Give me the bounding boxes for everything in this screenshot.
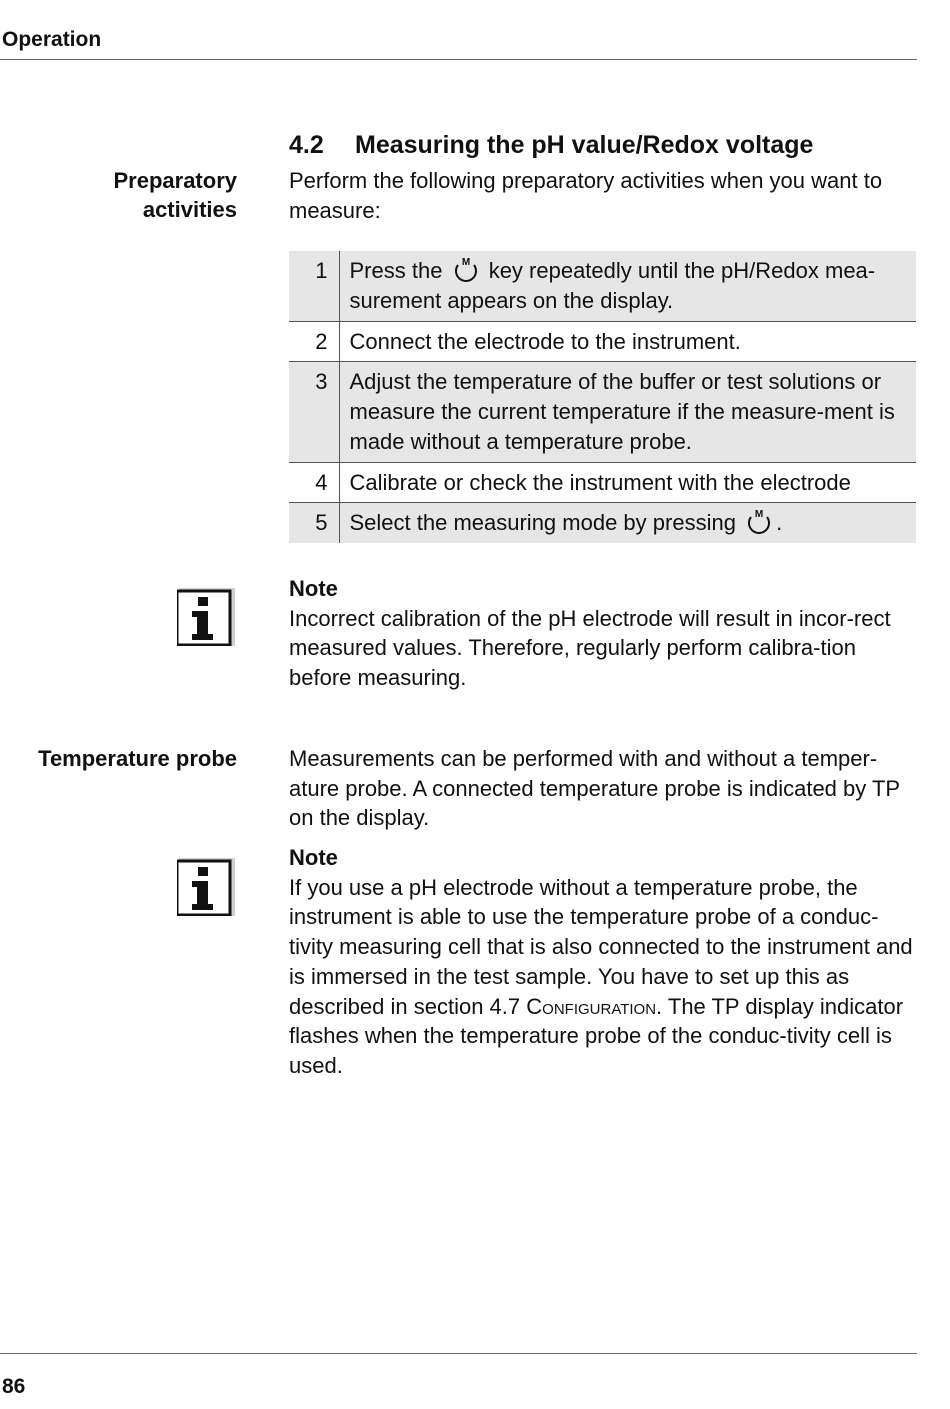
preparatory-activities-label: Preparatory activities (113, 168, 237, 222)
table-row (289, 321, 916, 362)
note-heading: Note (289, 576, 338, 601)
table-row (289, 251, 916, 321)
step-number: 3 (289, 362, 339, 462)
note-text: Incorrect calibration of the pH electrode will result in incor-rect measured values. Therefore, regularly perform calibra-tion before measuring. (289, 605, 891, 691)
svg-text:M: M (461, 257, 470, 268)
step-text: Adjust the temperature of the buffer or test solutions or measure the current temperature if the measure-ment is made without a temperature probe. (339, 362, 916, 462)
steps-table (289, 251, 916, 543)
table-row (289, 362, 916, 462)
mode-key-icon (449, 256, 483, 286)
section-number: 4.2 (289, 131, 324, 159)
note-heading: Note (289, 845, 338, 870)
note-text: If you use a pH electrode without a temperature probe, the instrument is able to use the temperature probe of a conduc-tivity measuring cell that is also connected to the instrument and is immersed in the test sample. You have to set up this as described in section 4.7 Configuration. The TP display indicator flashes when the temperature probe of the conduc-tivity cell is used. (289, 874, 913, 1078)
header-rule (0, 59, 917, 60)
step-text: Connect the electrode to the instrument. (339, 321, 916, 362)
running-header: Operation (2, 28, 102, 51)
section-reference: Configuration (526, 993, 657, 1019)
step-text: Press the M key repeatedly until the pH/Redox mea-surement appears on the display. (339, 251, 916, 321)
table-row (289, 462, 916, 503)
section-title: Measuring the pH value/Redox voltage (355, 131, 814, 159)
step-number: 4 (289, 462, 339, 503)
preparatory-intro: Perform the following preparatory activities when you want to measure: (289, 168, 883, 223)
step-text: Calibrate or check the instrument with the electrode (339, 462, 916, 503)
note-1 (289, 574, 919, 693)
step-number: 2 (289, 321, 339, 362)
footer-rule (0, 1353, 917, 1354)
step-text: Select the measuring mode by pressing M . (339, 503, 916, 544)
info-icon (177, 586, 235, 646)
mode-key-icon (742, 508, 776, 538)
step-number: 5 (289, 503, 339, 544)
table-row (289, 503, 916, 544)
temperature-probe-text: Measurements can be performed with and without a temper-ature probe. A connected temperature probe is indicated by TP on the display. (289, 746, 900, 831)
step-number: 1 (289, 251, 339, 321)
section-heading (289, 131, 813, 160)
page-number: 86 (2, 1375, 26, 1398)
temperature-probe-label: Temperature probe (38, 746, 237, 771)
note-2 (289, 843, 917, 1081)
info-icon (177, 856, 235, 916)
svg-text:M: M (754, 509, 764, 521)
